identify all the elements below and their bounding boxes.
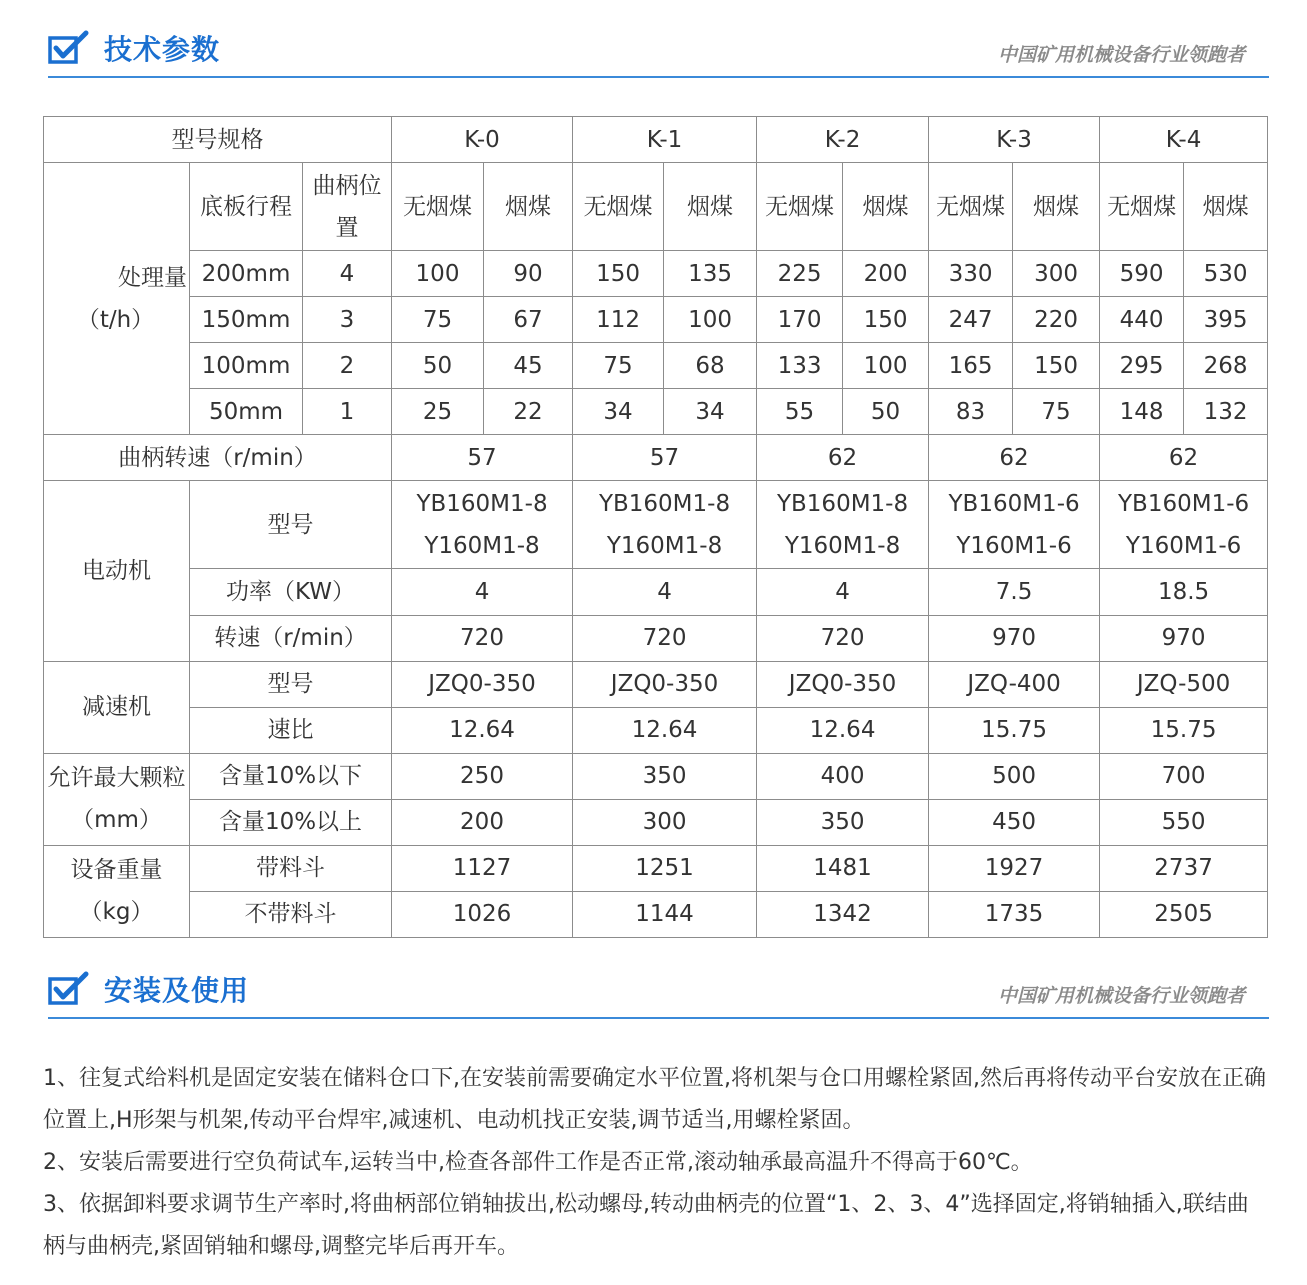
particle-below-value: 250 xyxy=(392,753,573,799)
model-header: 型号规格 xyxy=(44,117,392,163)
crank-speed-value: 57 xyxy=(392,435,573,481)
motor-power-value: 7.5 xyxy=(929,569,1100,615)
capacity-value: 395 xyxy=(1184,297,1268,343)
coal-type-cell: 无烟煤 xyxy=(573,163,664,251)
crank-header: 曲柄位置 xyxy=(303,163,392,251)
weight-with-value: 1251 xyxy=(573,845,757,891)
table-row xyxy=(44,753,1268,799)
capacity-value: 25 xyxy=(392,389,484,435)
table-row xyxy=(44,163,1268,251)
particle-below-label: 含量10%以下 xyxy=(190,753,392,799)
table-row xyxy=(44,799,1268,845)
crank-cell: 1 xyxy=(303,389,392,435)
motor-model-value: YB160M1-6 Y160M1-6 xyxy=(929,481,1100,569)
motor-speed-label: 转速（r/min） xyxy=(190,615,392,661)
coal-type-cell: 烟煤 xyxy=(843,163,929,251)
motor-speed-value: 970 xyxy=(929,615,1100,661)
reducer-model-value: JZQ0-350 xyxy=(392,661,573,707)
reducer-model-value: JZQ0-350 xyxy=(573,661,757,707)
crank-cell: 3 xyxy=(303,297,392,343)
particle-above-value: 550 xyxy=(1100,799,1268,845)
reducer-label: 减速机 xyxy=(44,661,190,753)
table-row xyxy=(44,389,1268,435)
capacity-value: 100 xyxy=(664,297,757,343)
table-row xyxy=(44,297,1268,343)
motor-model-value: YB160M1-8 Y160M1-8 xyxy=(392,481,573,569)
reducer-ratio-value: 12.64 xyxy=(757,707,929,753)
table-row xyxy=(44,891,1268,937)
capacity-value: 90 xyxy=(484,251,573,297)
reducer-model-value: JZQ-500 xyxy=(1100,661,1268,707)
motor-speed-value: 720 xyxy=(392,615,573,661)
capacity-value: 100 xyxy=(843,343,929,389)
capacity-value: 83 xyxy=(929,389,1013,435)
section-title: 安装及使用 xyxy=(104,974,250,1007)
capacity-value: 50 xyxy=(392,343,484,389)
capacity-value: 150 xyxy=(1013,343,1100,389)
particle-below-value: 700 xyxy=(1100,753,1268,799)
note-paragraph: 2、安装后需要进行空负荷试车,运转当中,检查各部件工作是否正常,滚动轴承最高温升不得高于60℃。 xyxy=(43,1150,1033,1175)
weight-with-value: 1927 xyxy=(929,845,1100,891)
weight-without-value: 1342 xyxy=(757,891,929,937)
capacity-value: 34 xyxy=(573,389,664,435)
crank-cell: 4 xyxy=(303,251,392,297)
motor-model-value: YB160M1-6 Y160M1-6 xyxy=(1100,481,1268,569)
capacity-label: 处理量 （t/h） xyxy=(44,163,190,435)
coal-type-cell: 无烟煤 xyxy=(1100,163,1184,251)
section-header-install xyxy=(48,965,1269,1021)
capacity-value: 225 xyxy=(757,251,843,297)
motor-model-value: YB160M1-8 Y160M1-8 xyxy=(573,481,757,569)
particle-above-value: 450 xyxy=(929,799,1100,845)
weight-without-value: 1026 xyxy=(392,891,573,937)
section-slogan: 中国矿用机械设备行业领跑者 xyxy=(997,44,1245,66)
stroke-cell: 50mm xyxy=(190,389,303,435)
crank-speed-value: 62 xyxy=(1100,435,1268,481)
note-paragraph: 3、依据卸料要求调节生产率时,将曲柄部位销轴拔出,松动螺母,转动曲柄壳的位置“1、2、3、4”选择固定,将销轴插入,联结曲柄与曲柄壳,紧固销轴和螺母,调整完毕后再开车。 xyxy=(43,1192,1249,1259)
capacity-value: 132 xyxy=(1184,389,1268,435)
capacity-value: 330 xyxy=(929,251,1013,297)
weight-with-label: 带料斗 xyxy=(190,845,392,891)
capacity-value: 440 xyxy=(1100,297,1184,343)
stroke-cell: 100mm xyxy=(190,343,303,389)
coal-type-cell: 无烟煤 xyxy=(392,163,484,251)
reducer-model-label: 型号 xyxy=(190,661,392,707)
capacity-value: 100 xyxy=(392,251,484,297)
reducer-ratio-value: 15.75 xyxy=(1100,707,1268,753)
motor-model-value: YB160M1-8 Y160M1-8 xyxy=(757,481,929,569)
particle-below-value: 350 xyxy=(573,753,757,799)
capacity-value: 200 xyxy=(843,251,929,297)
capacity-value: 590 xyxy=(1100,251,1184,297)
weight-without-label: 不带料斗 xyxy=(190,891,392,937)
reducer-ratio-value: 12.64 xyxy=(573,707,757,753)
model-cell: K-1 xyxy=(573,117,757,163)
motor-speed-value: 720 xyxy=(757,615,929,661)
stroke-header: 底板行程 xyxy=(190,163,303,251)
particle-above-value: 350 xyxy=(757,799,929,845)
table-row xyxy=(44,615,1268,661)
stroke-cell: 150mm xyxy=(190,297,303,343)
particle-above-label: 含量10%以上 xyxy=(190,799,392,845)
capacity-value: 135 xyxy=(664,251,757,297)
capacity-value: 295 xyxy=(1100,343,1184,389)
capacity-value: 22 xyxy=(484,389,573,435)
section-slogan: 中国矿用机械设备行业领跑者 xyxy=(997,985,1245,1007)
weight-with-value: 2737 xyxy=(1100,845,1268,891)
capacity-value: 34 xyxy=(664,389,757,435)
reducer-ratio-value: 15.75 xyxy=(929,707,1100,753)
capacity-value: 165 xyxy=(929,343,1013,389)
section-divider xyxy=(48,1017,1269,1019)
table-row xyxy=(44,435,1268,481)
reducer-ratio-value: 12.64 xyxy=(392,707,573,753)
crank-speed-value: 62 xyxy=(929,435,1100,481)
capacity-value: 148 xyxy=(1100,389,1184,435)
motor-model-label: 型号 xyxy=(190,481,392,569)
weight-with-value: 1127 xyxy=(392,845,573,891)
weight-without-value: 1144 xyxy=(573,891,757,937)
table-row xyxy=(44,117,1268,163)
weight-label: 设备重量 （kg） xyxy=(44,845,190,937)
install-notes xyxy=(43,1058,1269,1268)
crank-cell: 2 xyxy=(303,343,392,389)
particle-below-value: 500 xyxy=(929,753,1100,799)
capacity-value: 45 xyxy=(484,343,573,389)
weight-without-value: 1735 xyxy=(929,891,1100,937)
capacity-value: 68 xyxy=(664,343,757,389)
motor-speed-value: 720 xyxy=(573,615,757,661)
capacity-value: 67 xyxy=(484,297,573,343)
capacity-value: 300 xyxy=(1013,251,1100,297)
capacity-value: 50 xyxy=(843,389,929,435)
particle-below-value: 400 xyxy=(757,753,929,799)
capacity-value: 133 xyxy=(757,343,843,389)
motor-power-label: 功率（KW） xyxy=(190,569,392,615)
table-row xyxy=(44,569,1268,615)
capacity-value: 530 xyxy=(1184,251,1268,297)
capacity-value: 150 xyxy=(843,297,929,343)
reducer-model-value: JZQ-400 xyxy=(929,661,1100,707)
table-row xyxy=(44,343,1268,389)
weight-without-value: 2505 xyxy=(1100,891,1268,937)
table-row xyxy=(44,251,1268,297)
coal-type-cell: 无烟煤 xyxy=(929,163,1013,251)
table-row xyxy=(44,661,1268,707)
crank-speed-value: 62 xyxy=(757,435,929,481)
reducer-model-value: JZQ0-350 xyxy=(757,661,929,707)
checkbox-check-icon xyxy=(48,971,90,1005)
crank-speed-value: 57 xyxy=(573,435,757,481)
coal-type-cell: 烟煤 xyxy=(1184,163,1268,251)
capacity-value: 220 xyxy=(1013,297,1100,343)
capacity-value: 150 xyxy=(573,251,664,297)
particle-label: 允许最大颗粒（mm） xyxy=(44,753,190,845)
coal-type-cell: 烟煤 xyxy=(484,163,573,251)
motor-power-value: 4 xyxy=(757,569,929,615)
particle-above-value: 200 xyxy=(392,799,573,845)
capacity-value: 247 xyxy=(929,297,1013,343)
section-header-specs xyxy=(48,24,1269,80)
capacity-value: 55 xyxy=(757,389,843,435)
motor-power-value: 4 xyxy=(392,569,573,615)
motor-power-value: 18.5 xyxy=(1100,569,1268,615)
crank-speed-label: 曲柄转速（r/min） xyxy=(44,435,392,481)
table-row xyxy=(44,845,1268,891)
motor-power-value: 4 xyxy=(573,569,757,615)
model-cell: K-3 xyxy=(929,117,1100,163)
model-cell: K-2 xyxy=(757,117,929,163)
coal-type-cell: 烟煤 xyxy=(664,163,757,251)
motor-speed-value: 970 xyxy=(1100,615,1268,661)
note-paragraph: 1、往复式给料机是固定安装在储料仓口下,在安装前需要确定水平位置,将机架与仓口用螺栓紧固,然后再将传动平台安放在正确位置上,H形架与机架,传动平台焊牢,减速机、电动机找正安装,调节适当,用螺栓紧固。 xyxy=(43,1066,1266,1133)
motor-label: 电动机 xyxy=(44,481,190,661)
weight-with-value: 1481 xyxy=(757,845,929,891)
particle-above-value: 300 xyxy=(573,799,757,845)
section-title: 技术参数 xyxy=(104,33,221,66)
model-cell: K-0 xyxy=(392,117,573,163)
capacity-value: 75 xyxy=(1013,389,1100,435)
reducer-ratio-label: 速比 xyxy=(190,707,392,753)
capacity-value: 75 xyxy=(573,343,664,389)
coal-type-cell: 烟煤 xyxy=(1013,163,1100,251)
model-cell: K-4 xyxy=(1100,117,1268,163)
spec-table xyxy=(43,116,1268,938)
checkbox-check-icon xyxy=(48,30,90,64)
capacity-value: 170 xyxy=(757,297,843,343)
capacity-value: 75 xyxy=(392,297,484,343)
table-row xyxy=(44,707,1268,753)
section-divider xyxy=(48,76,1269,78)
stroke-cell: 200mm xyxy=(190,251,303,297)
coal-type-cell: 无烟煤 xyxy=(757,163,843,251)
capacity-value: 112 xyxy=(573,297,664,343)
capacity-value: 268 xyxy=(1184,343,1268,389)
table-row xyxy=(44,481,1268,569)
